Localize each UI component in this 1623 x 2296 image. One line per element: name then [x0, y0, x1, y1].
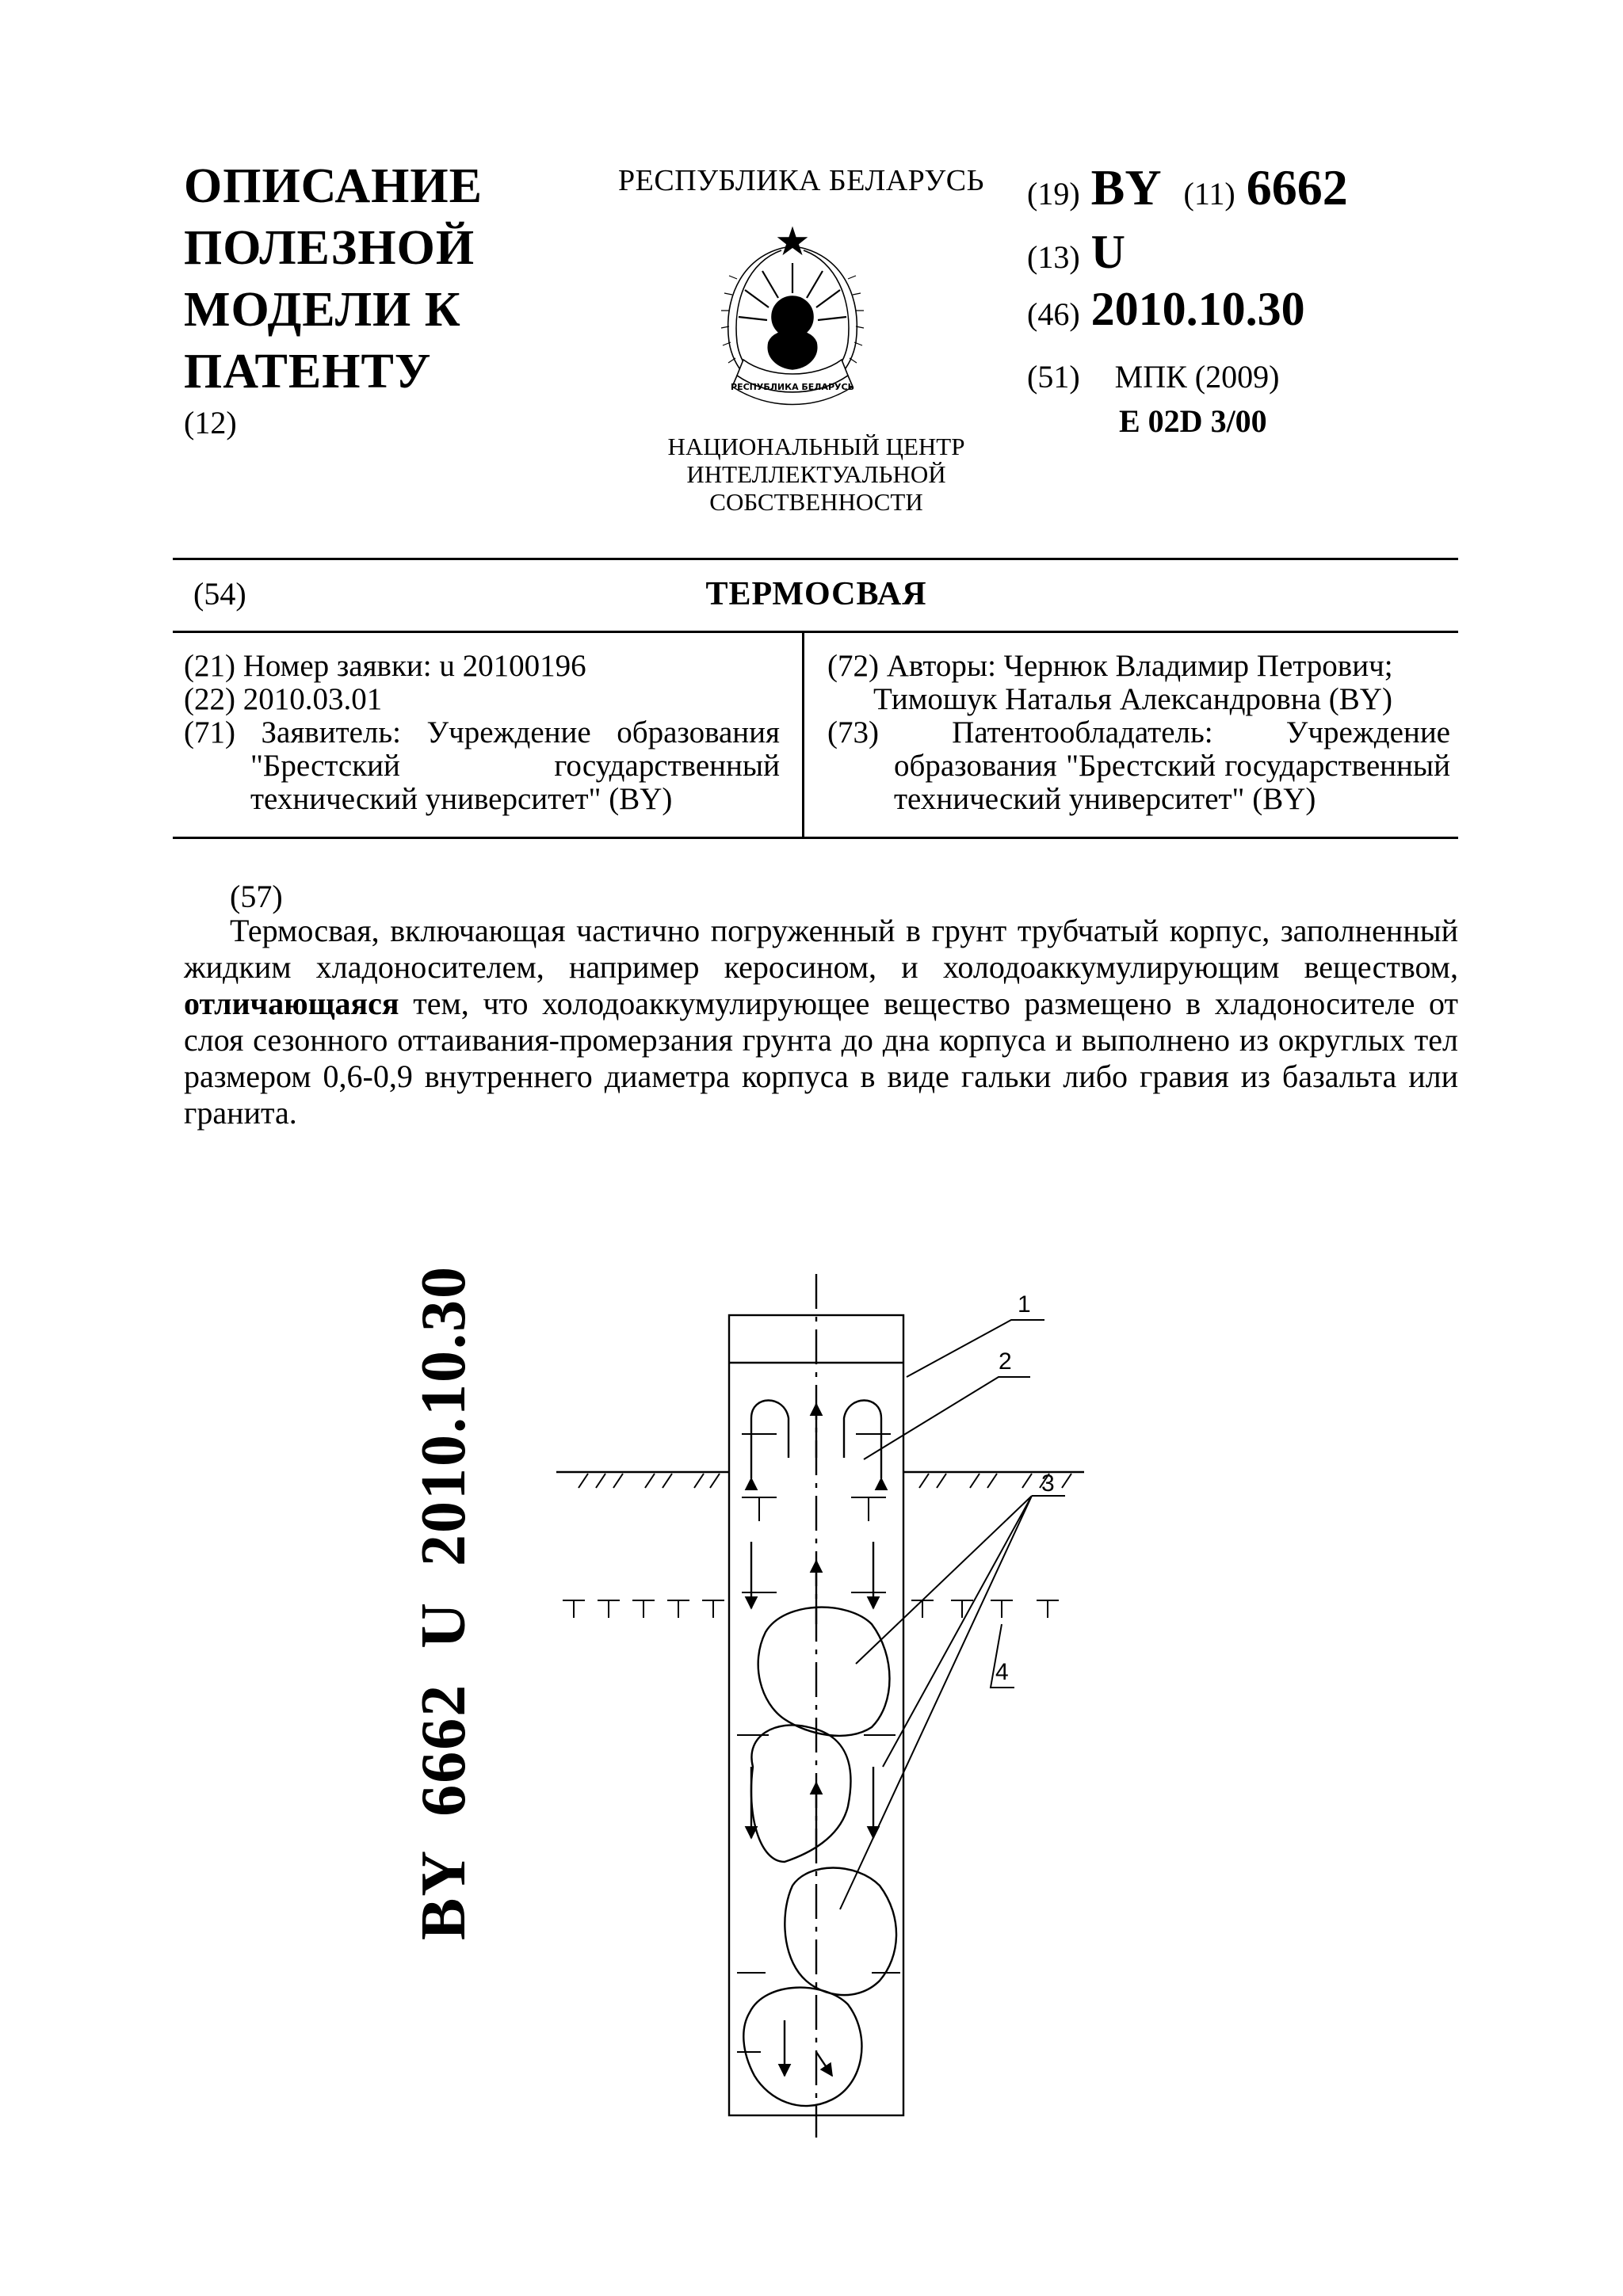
document-title: ОПИСАНИЕ ПОЛЕЗНОЙ МОДЕЛИ К ПАТЕНТУ: [184, 159, 483, 399]
inid-code-13: (13): [1027, 239, 1080, 275]
inid-code-46: (46): [1027, 296, 1080, 332]
patent-number: 6662: [1246, 159, 1348, 215]
inid-code-57: (57): [230, 879, 283, 914]
divider-bottom: [173, 837, 1458, 839]
inid-code-51: (51): [1027, 359, 1080, 395]
leader-1: [907, 1320, 1044, 1377]
pebble-3: [785, 1868, 896, 1996]
side-document-identifier: BY 6662 U 2010.10.30: [409, 1265, 479, 1940]
callout-label-4: 4: [995, 1659, 1009, 1685]
applicant: (71) Заявитель: Учреждение образования "Брестский государственный технический университет" (BY): [184, 715, 780, 816]
inid-code-54: (54): [193, 576, 246, 612]
state-emblem-icon: [713, 223, 872, 414]
patent-owner: (73) Патентообладатель: Учреждение образования "Брестский государственный технический университет" (BY): [827, 715, 1450, 816]
inid-code-11: (11): [1183, 176, 1235, 212]
application-number: (21) Номер заявки: u 20100196: [184, 649, 586, 683]
publication-date: 2010.10.30: [1090, 283, 1305, 335]
callout-label-1: 1: [1018, 1291, 1031, 1318]
kind-code-line: [1027, 225, 1125, 280]
filing-date: (22) 2010.03.01: [184, 682, 383, 716]
inid-code-19: (19): [1027, 176, 1080, 212]
kind-code: U: [1090, 226, 1125, 278]
bibliographic-left-column: [184, 650, 780, 816]
abstract-text-before: Термосвая, включающая частично погруженный в грунт трубчатый корпус, заполненный жидким хладоносителем, например керосином, и холодоаккумулирующим веществом,: [184, 913, 1458, 985]
publication-number-line: [1027, 158, 1348, 217]
freeze-level-marks: [563, 1600, 1059, 1618]
abstract-text-after: тем, что холодоаккумулирующее вещество размещено в хладоносителе от слоя сезонного оттаивания-промерзания грунта до дна корпуса и выполнено из округлых тел размером 0,6-0,9 внутреннего диаметра корпуса в виде гальки либо гравия из базальта или гранита.: [184, 986, 1458, 1131]
ground-hatch: [579, 1474, 1071, 1488]
document-type-code: (12): [184, 405, 237, 441]
country-name: РЕСПУБЛИКА БЕЛАРУСЬ: [618, 164, 984, 197]
invention-title: ТЕРМОСВАЯ: [705, 576, 927, 612]
divider-middle: [173, 631, 1458, 633]
callout-label-2: 2: [999, 1348, 1012, 1375]
leader-2: [864, 1377, 1030, 1459]
country-code: BY: [1090, 159, 1162, 215]
drawing-lines: [556, 1274, 1084, 2138]
ipc-class: E 02D 3/00: [1119, 403, 1267, 439]
publication-date-line: [1027, 282, 1305, 337]
office-line-3: СОБСТВЕННОСТИ: [709, 488, 923, 516]
pebble-1: [758, 1608, 890, 1736]
callout-label-3: 3: [1041, 1470, 1055, 1497]
pebble-4: [743, 1988, 861, 2106]
column-divider: [802, 631, 804, 838]
authors-line-2: Тимошук Наталья Александровна (BY): [873, 682, 1392, 716]
issuing-office: [650, 433, 983, 516]
thermopile-drawing: [547, 1260, 1102, 2139]
pebble-2: [751, 1725, 851, 1862]
flow-loop-left: [751, 1401, 789, 1479]
emblem-ribbon-text: РЕСПУБЛИКА БЕЛАРУСЬ: [731, 382, 854, 392]
office-line-2: ИНТЕЛЛЕКТУАЛЬНОЙ: [686, 460, 946, 488]
authors-line-1: (72) Авторы: Чернюк Владимир Петрович;: [827, 649, 1393, 683]
flow-loop-right: [844, 1401, 881, 1479]
office-line-1: НАЦИОНАЛЬНЫЙ ЦЕНТР: [667, 433, 965, 460]
divider-top: [173, 558, 1458, 560]
bibliographic-right-column: [827, 650, 1450, 816]
ipc-line: [1027, 358, 1279, 395]
ipc-label: МПК (2009): [1114, 359, 1280, 395]
abstract-text: [184, 913, 1458, 1131]
abstract-bold-term: отличающаяся: [184, 986, 399, 1021]
